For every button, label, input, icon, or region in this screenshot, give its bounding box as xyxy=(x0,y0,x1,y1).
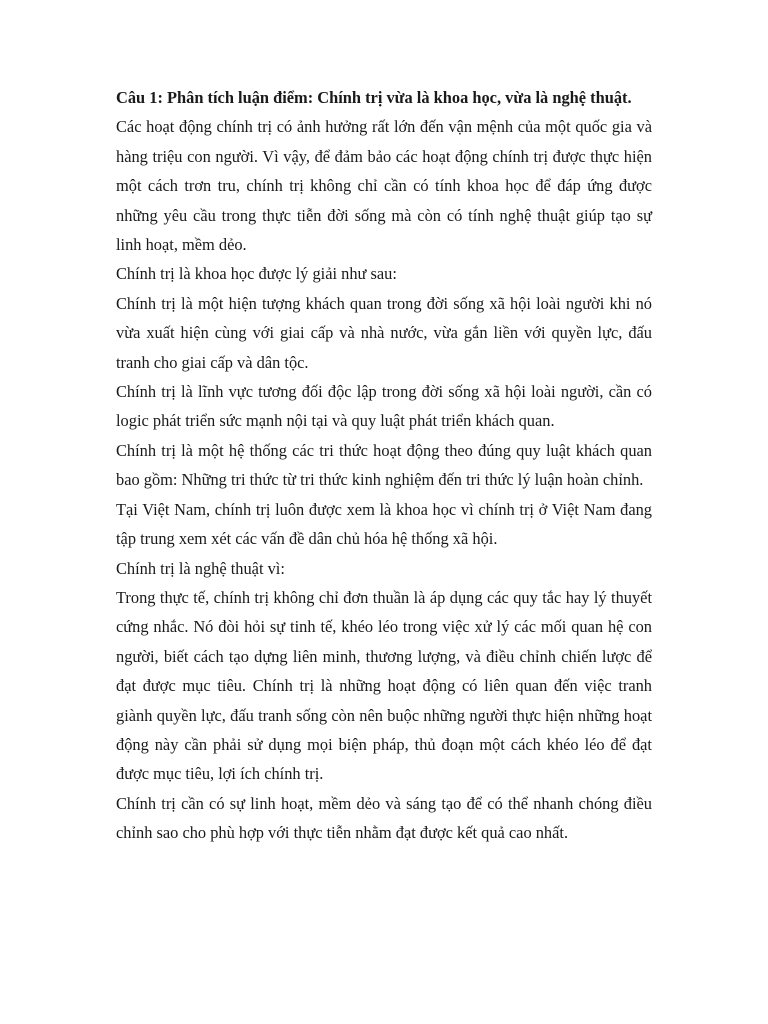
paragraph-art-point-2: Chính trị cần có sự linh hoạt, mềm dẻo và sáng tạo để có thể nhanh chóng điều chỉnh sao cho phù hợp với thực tiễn nhằm đạt được kết quả cao nhất. xyxy=(116,793,652,843)
paragraph-intro: Các hoạt động chính trị có ảnh hưởng rất lớn đến vận mệnh của một quốc gia và hàng triệu con người. Vì vậy, để đảm bảo các hoạt động chính trị được thực hiện một cách trơn tru, chính trị không chỉ cần có tính khoa học để đáp ứng được những yêu cầu trong thực tiễn đời sống mà còn có tính nghệ thuật giúp tạo sự linh hoạt, mềm dẻo. xyxy=(116,117,652,255)
paragraph-science-point-2: Chính trị là lĩnh vực tương đối độc lập trong đời sống xã hội loài người, cần có logic phát triển sức mạnh nội tại và quy luật phát triển khách quan. xyxy=(116,382,652,431)
document-body xyxy=(116,83,652,848)
question-title: Câu 1: Phân tích luận điểm: Chính trị vừa là khoa học, vừa là nghệ thuật. xyxy=(116,88,632,107)
paragraph-science-heading: Chính trị là khoa học được lý giải như sau: xyxy=(116,264,397,284)
paragraph-art-point-1: Trong thực tế, chính trị không chỉ đơn thuần là áp dụng các quy tắc hay lý thuyết cứng nhắc. Nó đòi hỏi sự tinh tế, khéo léo trong việc xử lý các mối quan hệ con người, biết cách tạo dựng liên minh, thương lượng, và điều chỉnh chiến lược để đạt được mục tiêu. Chính trị là những hoạt động có liên quan đến việc tranh giành quyền lực, đấu tranh sống còn nên buộc những người thực hiện những hoạt động này cần phải sử dụng mọi biện pháp, thủ đoạn một cách khéo léo để đạt được mục tiêu, lợi ích chính trị. xyxy=(116,587,652,784)
paragraph-art-heading: Chính trị là nghệ thuật vì: xyxy=(116,558,285,578)
paragraph-science-point-1: Chính trị là một hiện tượng khách quan trong đời sống xã hội loài người khi nó vừa xuất hiện cùng với giai cấp và nhà nước, vừa gắn liền với quyền lực, đấu tranh cho giai cấp và dân tộc. xyxy=(116,293,652,372)
paragraph-vietnam: Tại Việt Nam, chính trị luôn được xem là khoa học vì chính trị ở Việt Nam đang tập trung xem xét các vấn đề dân chủ hóa hệ thống xã hội. xyxy=(116,499,652,549)
paragraph-science-point-3: Chính trị là một hệ thống các tri thức hoạt động theo đúng quy luật khách quan bao gồm: Những tri thức từ tri thức kinh nghiệm đến tri thức lý luận hoàn chỉnh. xyxy=(116,440,652,490)
